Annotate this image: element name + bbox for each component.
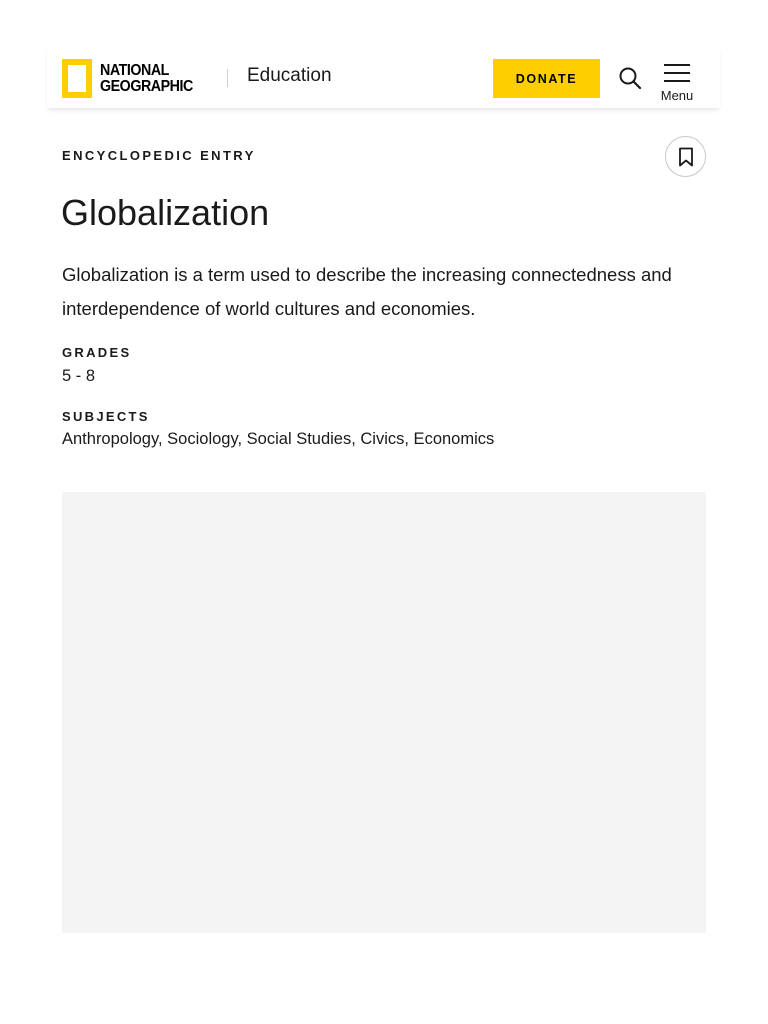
page-title: Globalization	[61, 192, 270, 233]
donate-button[interactable]: DONATE	[493, 59, 600, 98]
section-link-education[interactable]: Education	[247, 65, 332, 86]
hamburger-icon	[664, 63, 690, 83]
site-header	[47, 46, 720, 108]
article-summary: Globalization is a term used to describe the increasing connectedness and interdependence of world cultures and economies.	[62, 264, 672, 319]
logo-text-line2: GEOGRAPHIC	[100, 77, 193, 95]
natgeo-logo[interactable]	[62, 59, 201, 98]
bookmark-button[interactable]	[665, 136, 706, 177]
header-divider	[227, 69, 228, 87]
logo-text-line1: NATIONAL	[100, 61, 169, 79]
content-type-eyebrow: ENCYCLOPEDIC ENTRY	[62, 148, 256, 163]
subjects-label: SUBJECTS	[62, 409, 150, 424]
search-icon[interactable]	[618, 66, 642, 90]
logo-text	[100, 63, 193, 95]
menu-label: Menu	[660, 88, 694, 103]
menu-button[interactable]	[655, 61, 699, 107]
bookmark-icon	[678, 147, 694, 167]
grades-value: 5 - 8	[62, 367, 96, 385]
grades-label: GRADES	[62, 345, 132, 360]
subjects-value: Anthropology, Sociology, Social Studies, Civics, Economics	[62, 430, 495, 448]
logo-yellow-border	[62, 59, 92, 98]
hero-media-placeholder	[62, 492, 706, 933]
